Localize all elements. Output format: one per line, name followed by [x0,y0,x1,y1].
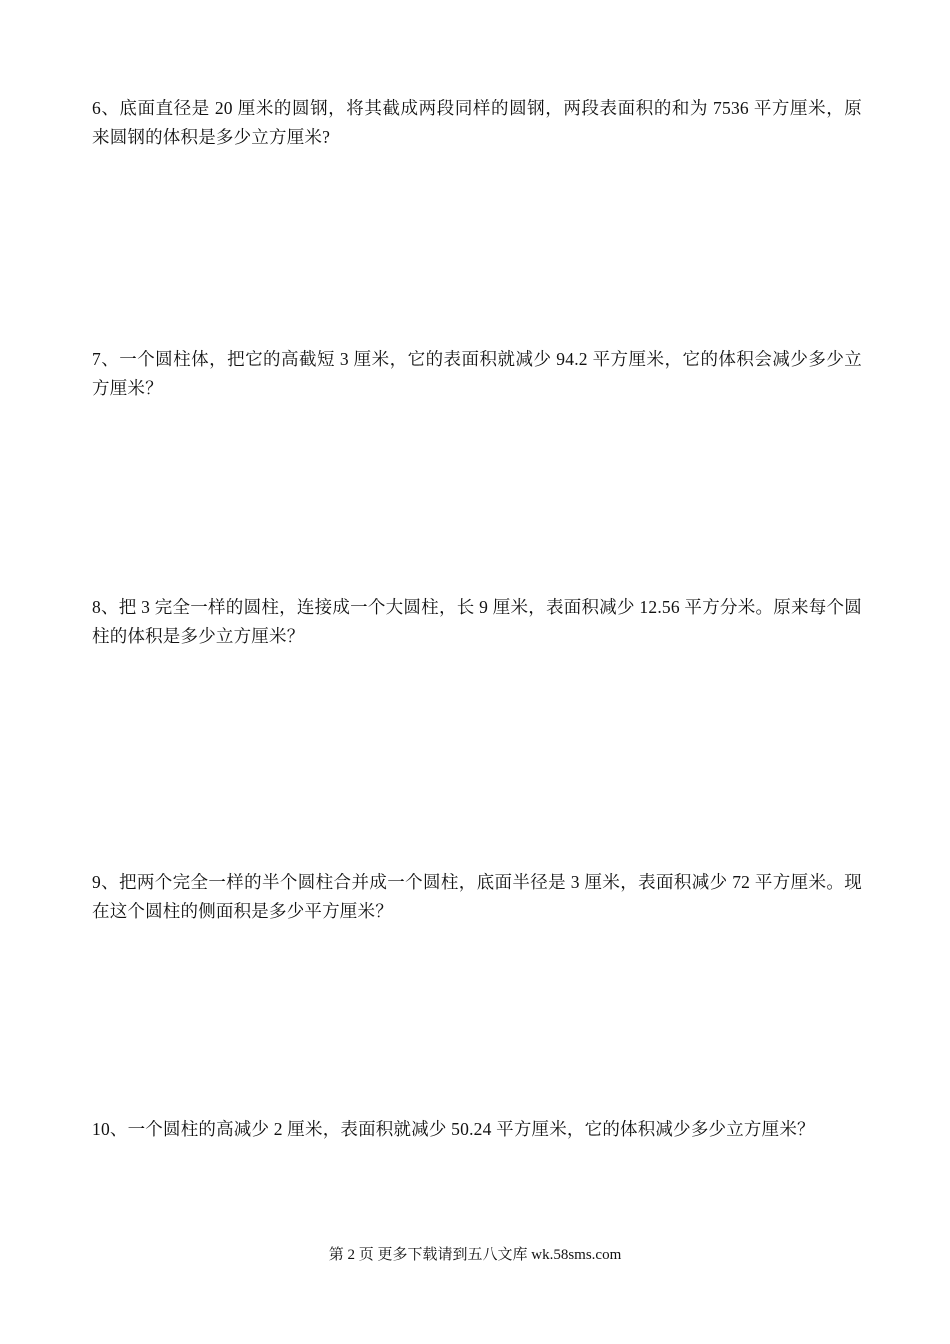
question-7: 7、一个圆柱体，把它的高截短 3 厘米，它的表面积就减少 94.2 平方厘米，它的体积会减少多少立方厘米？ [92,349,862,398]
question-6: 6、底面直径是 20 厘米的圆钢，将其截成两段同样的圆钢，两段表面积的和为 7536 平方厘米，原来圆钢的体积是多少立方厘米? [92,98,862,147]
question-8: 8、把 3 完全一样的圆柱，连接成一个大圆柱，长 9 厘米，表面积减少 12.56 平方分米。原来每个圆柱的体积是多少立方厘米？ [92,597,862,646]
question-9: 9、把两个完全一样的半个圆柱合并成一个圆柱，底面半径是 3 厘米，表面积减少 72 平方厘米。现在这个圆柱的侧面积是多少平方厘米？ [92,872,862,921]
question-10: 10、一个圆柱的高减少 2 厘米，表面积就减少 50.24 平方厘米，它的体积减少多少立方厘米？ [92,1119,815,1139]
page-footer: 第 2 页 更多下载请到五八文库 wk.58sms.com [328,1247,622,1263]
